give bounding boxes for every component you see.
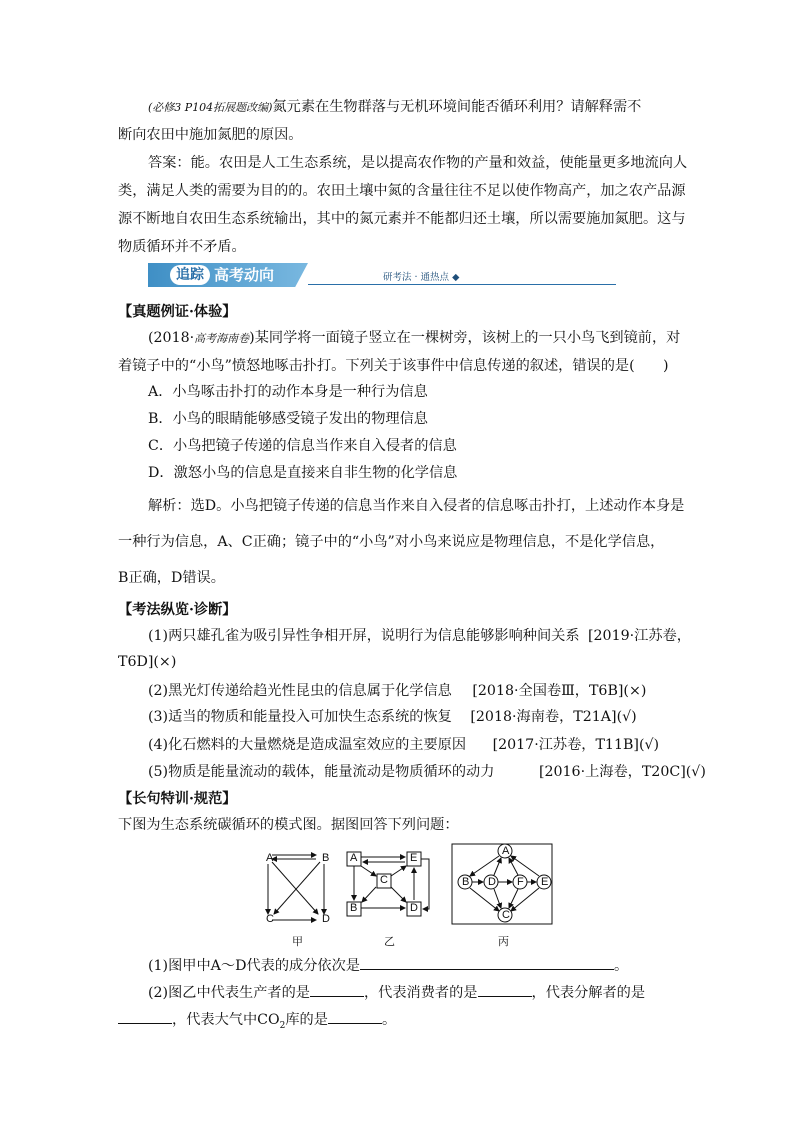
- diag-item-5-ref: [2016·上海卷，T20C](√): [538, 764, 706, 780]
- diag-item-5: [148, 762, 708, 782]
- analysis-line-2: 一种行为信息，A、C正确；镜子中的“小鸟”对小鸟来说应是物理信息，不是化学信息，: [118, 534, 665, 550]
- q1-text: (1)图甲中A～D代表的成分依次是: [148, 958, 360, 974]
- q2-producer-blank[interactable]: [310, 982, 364, 997]
- bing-node-b: B: [462, 876, 470, 888]
- jia-node-a: A: [266, 852, 274, 864]
- q2-consumer-blank[interactable]: [478, 982, 532, 997]
- section2-header: 【考法纵览·诊断】: [118, 602, 237, 618]
- yi-node-b: B: [350, 902, 358, 914]
- section1-source-suffix: ): [249, 330, 255, 346]
- bing-node-c: C: [502, 909, 510, 921]
- diag-item-3-text: (3)适当的物质和能量投入可加快生态系统的恢复: [148, 709, 452, 725]
- yi-node-a: A: [350, 852, 358, 864]
- diag-item-3: [148, 707, 708, 727]
- section1-stem-1: [148, 328, 708, 349]
- section3-header: 【长句特训·规范】: [118, 791, 237, 807]
- question-line-1: [148, 97, 708, 118]
- bing-node-d: D: [488, 876, 496, 888]
- diag-item-2-text: (2)黑光灯传递给趋光性昆虫的信息属于化学信息: [148, 683, 452, 699]
- q2-text-d: ，代表大气中CO: [172, 1012, 280, 1028]
- q2-text-a: (2)图乙中代表生产者的是: [148, 985, 310, 1001]
- diag-item-5-text: (5)物质是能量流动的载体，能量流动是物质循环的动力: [148, 764, 495, 780]
- question-line-2: 断向农田中施加氮肥的原因。: [118, 127, 303, 143]
- analysis-line-1: 解析：选D。小鸟把镜子传递的信息当作来自入侵者的信息啄击扑打，上述动作本身是: [148, 498, 685, 514]
- diag-item-2-ref: [2018·全国卷Ⅲ，T6B](×): [472, 683, 647, 699]
- question-text-1: 氮元素在生物群落与无机环境间能否循环利用？请解释需不: [272, 99, 642, 115]
- answer-line-4: 物质循环并不矛盾。: [118, 239, 246, 255]
- section1-stem-text-1: 某同学将一面镜子竖立在一棵树旁，该树上的一只小鸟飞到镜前，对: [254, 330, 681, 346]
- jia-node-d: D: [322, 913, 330, 925]
- q2-text-e: 库的是: [285, 1012, 328, 1028]
- yi-node-d: D: [410, 902, 418, 914]
- q2-co2-blank[interactable]: [328, 1009, 382, 1024]
- jia-node-c: C: [266, 913, 274, 925]
- diag-item-4: [148, 735, 708, 755]
- section1-header: 【真题例证·体验】: [118, 304, 237, 320]
- caption-bing: 丙: [498, 936, 509, 948]
- banner-badge: 追踪: [170, 265, 210, 285]
- option-a: A．小鸟啄击扑打的动作本身是一种行为信息: [148, 384, 428, 400]
- yi-node-c: C: [380, 874, 388, 886]
- analysis-line-3: B正确，D错误。: [118, 570, 225, 586]
- banner-subtitle: 研考法 · 通热点 ◆: [383, 272, 460, 283]
- co2-subscript: 2: [279, 1020, 286, 1031]
- banner-underline: [308, 284, 616, 285]
- diag-item-1: [148, 626, 708, 646]
- option-c: C．小鸟把镜子传递的信息当作来自入侵者的信息: [148, 438, 457, 454]
- section1-stem-2: 着镜子中的“小鸟”愤怒地啄击扑打。下列关于该事件中信息传递的叙述，错误的是( ): [118, 358, 669, 374]
- diag-item-2: [148, 681, 708, 701]
- section1-source: 高考海南卷: [194, 332, 250, 345]
- diag-item-1-ref: [2019·江苏卷，: [588, 628, 691, 644]
- question-source: (必修3 P104拓展题改编): [148, 101, 273, 114]
- q1-end: 。: [613, 958, 629, 974]
- bing-node-a: A: [502, 845, 510, 857]
- q2-line-2: [118, 1009, 678, 1036]
- q2-line-1: [148, 982, 708, 1003]
- answer-line-3: 源不断地自农田生态系统输出，其中的氮元素并不能都归还土壤，所以需要施加氮肥。这与: [118, 211, 686, 227]
- answer-line-2: 类，满足人类的需要为目的的。农田土壤中氮的含量往往不足以使作物高产，加之农产品源: [118, 183, 686, 199]
- section-banner: [148, 263, 468, 287]
- bing-node-f: F: [517, 876, 524, 888]
- q1-line: [148, 955, 708, 976]
- banner-title: 高考动向: [214, 266, 275, 284]
- diag-item-1-ref-cont: T6D](×): [118, 654, 177, 670]
- q1-answer-blank[interactable]: [360, 955, 614, 970]
- option-d: D．激怒小鸟的信息是直接来自非生物的化学信息: [148, 465, 458, 481]
- q2-text-c: ，代表分解者的是: [531, 985, 646, 1001]
- option-b: B．小鸟的眼睛能够感受镜子发出的物理信息: [148, 411, 428, 427]
- q2-decomposer-blank[interactable]: [118, 1009, 172, 1024]
- caption-yi: 乙: [384, 936, 395, 948]
- yi-node-e: E: [410, 852, 418, 864]
- bing-node-e: E: [541, 876, 549, 888]
- caption-jia: 甲: [292, 936, 303, 948]
- diag-item-4-ref: [2017·江苏卷，T11B](√): [492, 737, 660, 753]
- diag-item-4-text: (4)化石燃料的大量燃烧是造成温室效应的主要原因: [148, 737, 467, 753]
- answer-line-1: 答案：能。农田是人工生态系统，是以提高农作物的产量和效益，使能量更多地流向人: [148, 155, 688, 171]
- q2-text-b: ，代表消费者的是: [363, 985, 478, 1001]
- section1-source-prefix: (2018·: [148, 330, 195, 346]
- q2-end: 。: [381, 1012, 397, 1028]
- jia-node-b: B: [322, 852, 330, 864]
- diag-item-1-text: (1)两只雄孔雀为吸引异性争相开屏，说明行为信息能够影响种间关系: [148, 628, 580, 644]
- diag-item-3-ref: [2018·海南卷，T21A](√): [470, 709, 637, 725]
- section3-intro: 下图为生态系统碳循环的模式图。据图回答下列问题：: [118, 817, 459, 833]
